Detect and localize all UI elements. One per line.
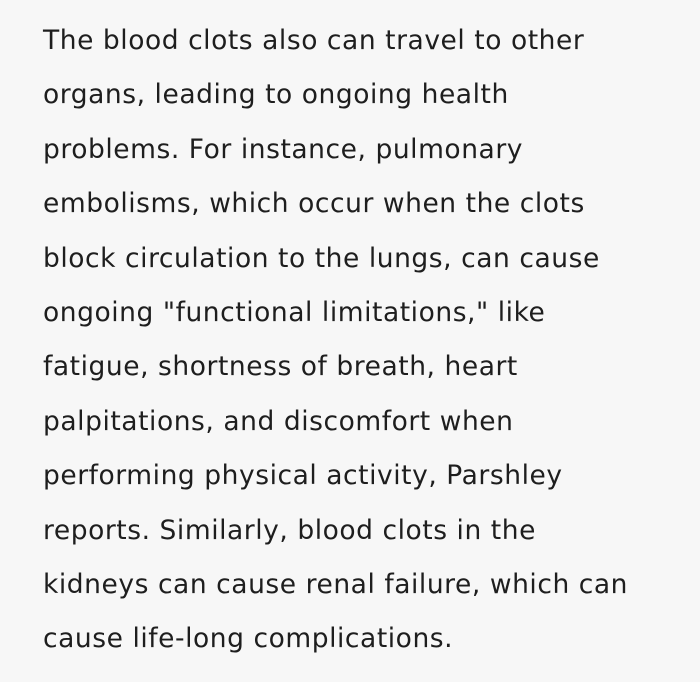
paragraph-line: reports. Similarly, blood clots in the bbox=[43, 514, 536, 546]
paragraph-line: block circulation to the lungs, can cause bbox=[43, 242, 600, 274]
paragraph-line: fatigue, shortness of breath, heart bbox=[43, 351, 518, 383]
paragraph-line: performing physical activity, Parshley bbox=[43, 460, 563, 492]
paragraph-line: problems. For instance, pulmonary bbox=[43, 133, 524, 165]
paragraph-line: cause life-long complications. bbox=[43, 623, 454, 655]
paragraph-line: embolisms, which occur when the clots bbox=[43, 188, 585, 220]
article-paragraph bbox=[43, 14, 683, 667]
paragraph-line: ongoing "functional limitations," like bbox=[43, 297, 546, 329]
paragraph-line: The blood clots also can travel to other bbox=[43, 25, 585, 56]
paragraph-line: kidneys can cause renal failure, which can bbox=[43, 569, 629, 601]
paragraph-line: organs, leading to ongoing health bbox=[43, 79, 509, 111]
paragraph-line: palpitations, and discomfort when bbox=[43, 405, 514, 437]
